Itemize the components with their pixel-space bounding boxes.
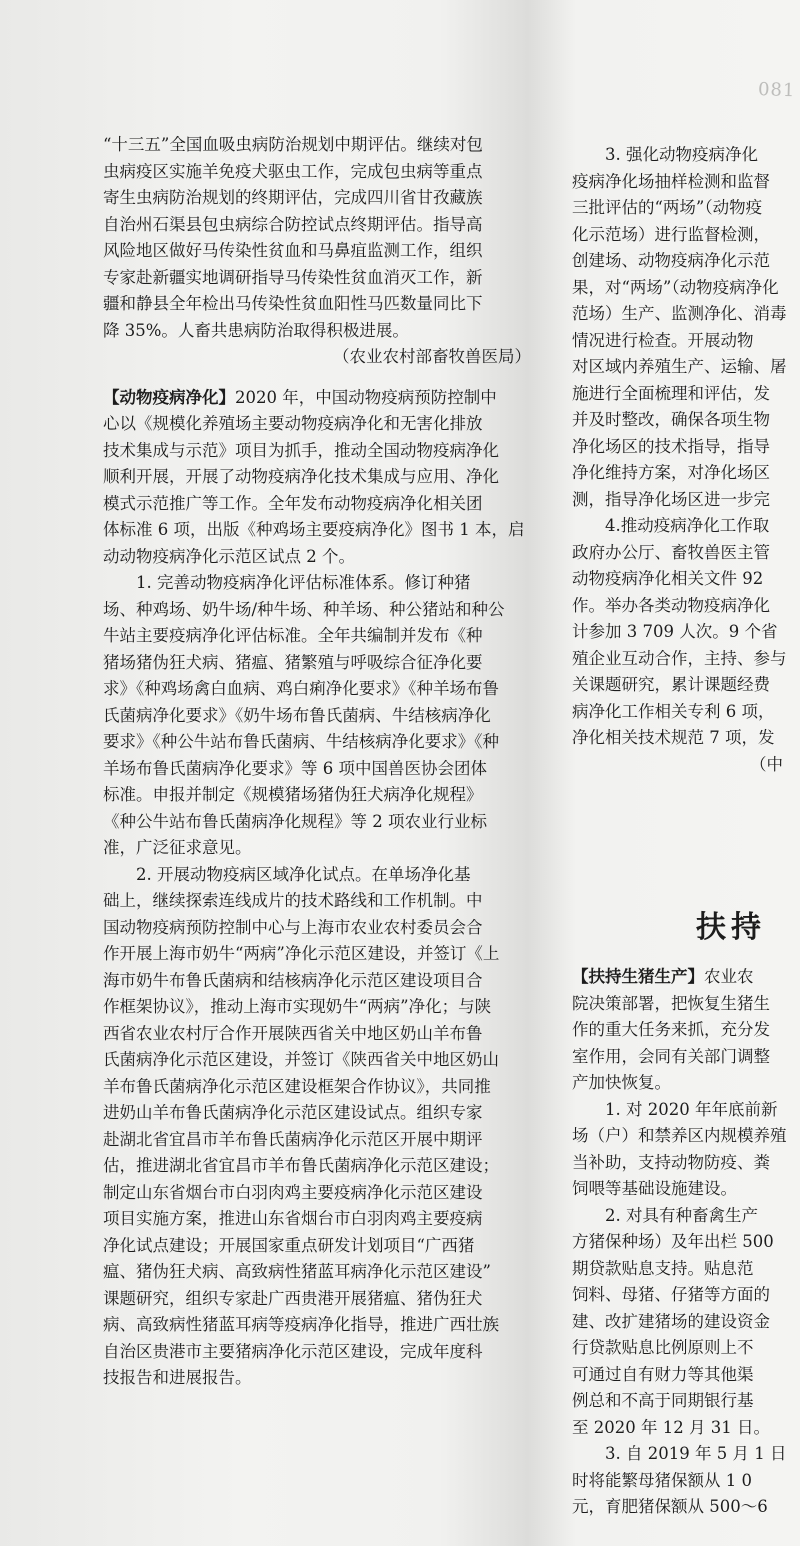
text-line: 羊场布鲁氏菌病净化要求》等 6 项中国兽医协会团体 (103, 758, 487, 778)
text-line: 病净化工作相关专利 6 项， (572, 701, 775, 721)
text-line: 牛站主要疫病净化评估标准。全年共编制并发布《种 (103, 626, 483, 645)
text-line: 场、种鸡场、奶牛场/种牛场、种羊场、种公猪站和种公 (103, 599, 505, 619)
text-line: 方猪保种场）及年出栏 500 (572, 1232, 774, 1251)
text-line: 净化试点建设；开展国家重点研发计划项目“广西猪 (103, 1235, 475, 1255)
text-line: 对区域内养殖生产、运输、屠 (572, 357, 787, 376)
text-line: 自治州石渠县包虫病综合防控试点终期评估。指导高 (103, 214, 483, 234)
section-body (103, 411, 535, 570)
text-line: 作开展上海市奶牛“两病”净化示范区建设，并签订《上 (103, 944, 500, 963)
section-title: 【动物疫病净化】 (103, 387, 235, 407)
text-line: 政府办公厅、畜牧兽医主管 (572, 542, 770, 562)
source-attribution: （中 (750, 754, 783, 774)
text-line: 饲料、母猪、仔猪等方面的 (572, 1285, 770, 1304)
text-line: 瘟、猪伪狂犬病、高致病性猪蓝耳病净化示范区建设” (103, 1262, 491, 1281)
text-line: 范场）生产、监测净化、消毒 (572, 304, 787, 323)
text-line: 化示范场）进行监督检测， (572, 224, 770, 244)
text-line: 体标准 6 项，出版《种鸡场主要疫病净化》图书 1 本，启 (103, 520, 525, 539)
text-line: 自治区贵港市主要猪病净化示范区建设，完成年度科 (103, 1341, 483, 1361)
text-line: 进奶山羊布鲁氏菌病净化示范区建设试点。组织专家 (103, 1103, 483, 1122)
text-line: 西省农业农村厅合作开展陕西省关中地区奶山羊布鲁 (103, 1023, 483, 1043)
text-line: 估，推进湖北省宜昌市羊布鲁氏菌病净化示范区建设； (103, 1156, 499, 1175)
section-first-line (572, 964, 800, 991)
text-line: 净化维持方案，对净化场区 (572, 463, 770, 482)
text-line: 海市奶牛布鲁氏菌病和结核病净化示范区建设项目合 (103, 970, 483, 990)
item-1-standards (103, 570, 535, 862)
text-line: 室作用，会同有关部门调整 (572, 1046, 770, 1066)
right-column-top (572, 142, 800, 778)
section-title: 【扶持生猪生产】 (572, 967, 704, 986)
text-line: 场（户）和禁养区内规模养殖 (572, 1126, 787, 1145)
text-line: “十三五”全国血吸虫病防治规划中期评估。继续对包 (103, 135, 483, 154)
text-line: 行贷款贴息比例原则上不 (572, 1338, 754, 1357)
text-line: 《种公牛站布鲁氏菌病净化规程》等 2 项农业行业标 (103, 811, 487, 831)
text-line: 果，对“两场”（动物疫病净化 (572, 277, 779, 297)
text-line: 作的重大任务来抓，充分发 (572, 1020, 770, 1039)
text-line: 专家赴新疆实地调研指导马传染性贫血消灭工作，新 (103, 267, 483, 287)
text-line: 1. 完善动物疫病净化评估标准体系。修订种猪 (136, 573, 471, 592)
text-line: 作。举办各类动物疫病净化 (572, 595, 770, 615)
text-line: 3. 自 2019 年 5 月 1 日 (605, 1444, 787, 1463)
text-line: 至 2020 年 12 月 31 日。 (572, 1417, 770, 1437)
text-line: 建、改扩建猪场的建设资金 (572, 1311, 770, 1331)
text-line: 课题研究，组织专家赴广西贵港开展猪瘟、猪伪狂犬 (103, 1288, 483, 1308)
text-line: 创建场、动物疫病净化示范 (572, 251, 770, 270)
text-line: 2. 对具有种畜禽生产 (605, 1205, 758, 1225)
text-line: 模式示范推广等工作。全年发布动物疫病净化相关团 (103, 493, 483, 513)
text-line: 动动物疫病净化示范区试点 2 个。 (103, 546, 355, 566)
text-line: 项目实施方案，推进山东省烟台市白羽肉鸡主要疫病 (103, 1209, 483, 1228)
section-first-line (103, 385, 535, 412)
text-line: 氏菌病净化要求》《奶牛场布鲁氏菌病、牛结核病净化 (103, 705, 491, 725)
text-line: 动物疫病净化相关文件 92 (572, 569, 764, 588)
text-line: 例总和不高于同期银行基 (572, 1391, 754, 1410)
text-line: 关课题研究，累计课题经费 (572, 675, 770, 694)
text-line: 4.推动疫病净化工作取 (605, 516, 770, 535)
text-line: 施进行全面梳理和评估，发 (572, 383, 770, 403)
text-line: 赴湖北省宜昌市羊布鲁氏菌病净化示范区开展中期评 (103, 1129, 483, 1149)
text-line: 作框架协议》，推动上海市实现奶牛“两病”净化；与陕 (103, 997, 492, 1016)
source-attribution: （农业农村部畜牧兽医局） (333, 347, 531, 366)
text-line: 疫病净化场抽样检测和监督 (572, 171, 770, 191)
text-line: 期贷款贴息支持。贴息范 (572, 1258, 754, 1278)
section-text: 农业农 (704, 967, 754, 986)
text-line: 础上，继续探索连线成片的技术路线和工作机制。中 (103, 891, 483, 910)
text-line: 测，指导净化场区进一步完 (572, 489, 770, 509)
text-line: 心以《规模化养殖场主要动物疫病净化和无害化排放 (103, 414, 483, 433)
text-line: 可通过自有财力等其他渠 (572, 1364, 754, 1384)
text-line: 1. 对 2020 年年底前新 (605, 1099, 778, 1119)
text-line: 饲喂等基础设施建设。 (572, 1179, 737, 1198)
text-line: 风险地区做好马传染性贫血和马鼻疽监测工作，组织 (103, 241, 483, 260)
text-line: 寄生虫病防治规划的终期评估，完成四川省甘孜藏族 (103, 188, 483, 207)
text-line: 准，广泛征求意见。 (103, 838, 252, 857)
text-line: 技报告和进展报告。 (103, 1368, 252, 1387)
text-line: 技术集成与示范》项目为抓手，推动全国动物疫病净化 (103, 440, 499, 460)
right-column-bottom (572, 964, 800, 1521)
paragraph-disease-control (103, 132, 535, 344)
page-number: 081 (757, 78, 796, 102)
text-line: 制定山东省烟台市白羽肉鸡主要疫病净化示范区建设 (103, 1182, 483, 1202)
chapter-heading: 扶持 (696, 910, 766, 945)
text-line: 院决策部署，把恢复生猪生 (572, 993, 770, 1013)
text-line: 元，育肥猪保额从 500～6 (572, 1497, 768, 1516)
section-animal-disease-purification (103, 385, 535, 412)
text-line: 虫病疫区实施羊免疫犬驱虫工作，完成包虫病等重点 (103, 161, 483, 181)
text-line: 净化场区的技术指导，指导 (572, 436, 770, 456)
text-line: 猪场猪伪狂犬病、猪瘟、猪繁殖与呼吸综合征净化要 (103, 652, 483, 672)
text-line: 羊布鲁氏菌病净化示范区建设框架合作协议》，共同推 (103, 1076, 491, 1096)
text-line: 并及时整改，确保各项生物 (572, 410, 770, 429)
text-line: 降 35%。人畜共患病防治取得积极进展。 (103, 320, 409, 340)
section-text: 2020 年，中国动物疫病预防控制中 (235, 387, 497, 407)
text-line: 时将能繁母猪保额从 1 0 (572, 1470, 752, 1490)
text-line: 情况进行检查。开展动物 (572, 330, 754, 350)
text-line: 顺利开展，开展了动物疫病净化技术集成与应用、净化 (103, 467, 499, 486)
text-line: 国动物疫病预防控制中心与上海市农业农村委员会合 (103, 917, 483, 937)
text-line: 氏菌病净化示范区建设，并签订《陕西省关中地区奶山 (103, 1050, 499, 1069)
text-line: 三批评估的“两场”（动物疫 (572, 198, 763, 217)
text-line: 病、高致病性猪蓝耳病等疫病净化指导，推进广西壮族 (103, 1315, 499, 1334)
text-line: 标准。申报并制定《规模猪场猪伪狂犬病净化规程》 (103, 785, 483, 804)
text-line: 疆和静县全年检出马传染性贫血阳性马匹数量同比下 (103, 294, 483, 313)
text-line: 产加快恢复。 (572, 1073, 671, 1092)
text-line: 3. 强化动物疫病净化 (605, 145, 758, 164)
text-line: 净化相关技术规范 7 项，发 (572, 728, 775, 747)
text-line: 当补助，支持动物防疫、粪 (572, 1152, 770, 1172)
text-line: 求》《种鸡场禽白血病、鸡白痢净化要求》《种羊场布鲁 (103, 679, 499, 698)
text-line: 计参加 3 709 人次。9 个省 (572, 622, 778, 641)
text-line: 2. 开展动物疫病区域净化试点。在单场净化基 (136, 864, 471, 884)
text-line: 要求》《种公牛站布鲁氏菌病、牛结核病净化要求》《种 (103, 732, 499, 751)
item-2-regional-pilots (103, 862, 535, 1392)
text-line: 殖企业互动合作，主持、参与 (572, 648, 787, 668)
left-column (103, 132, 535, 1392)
